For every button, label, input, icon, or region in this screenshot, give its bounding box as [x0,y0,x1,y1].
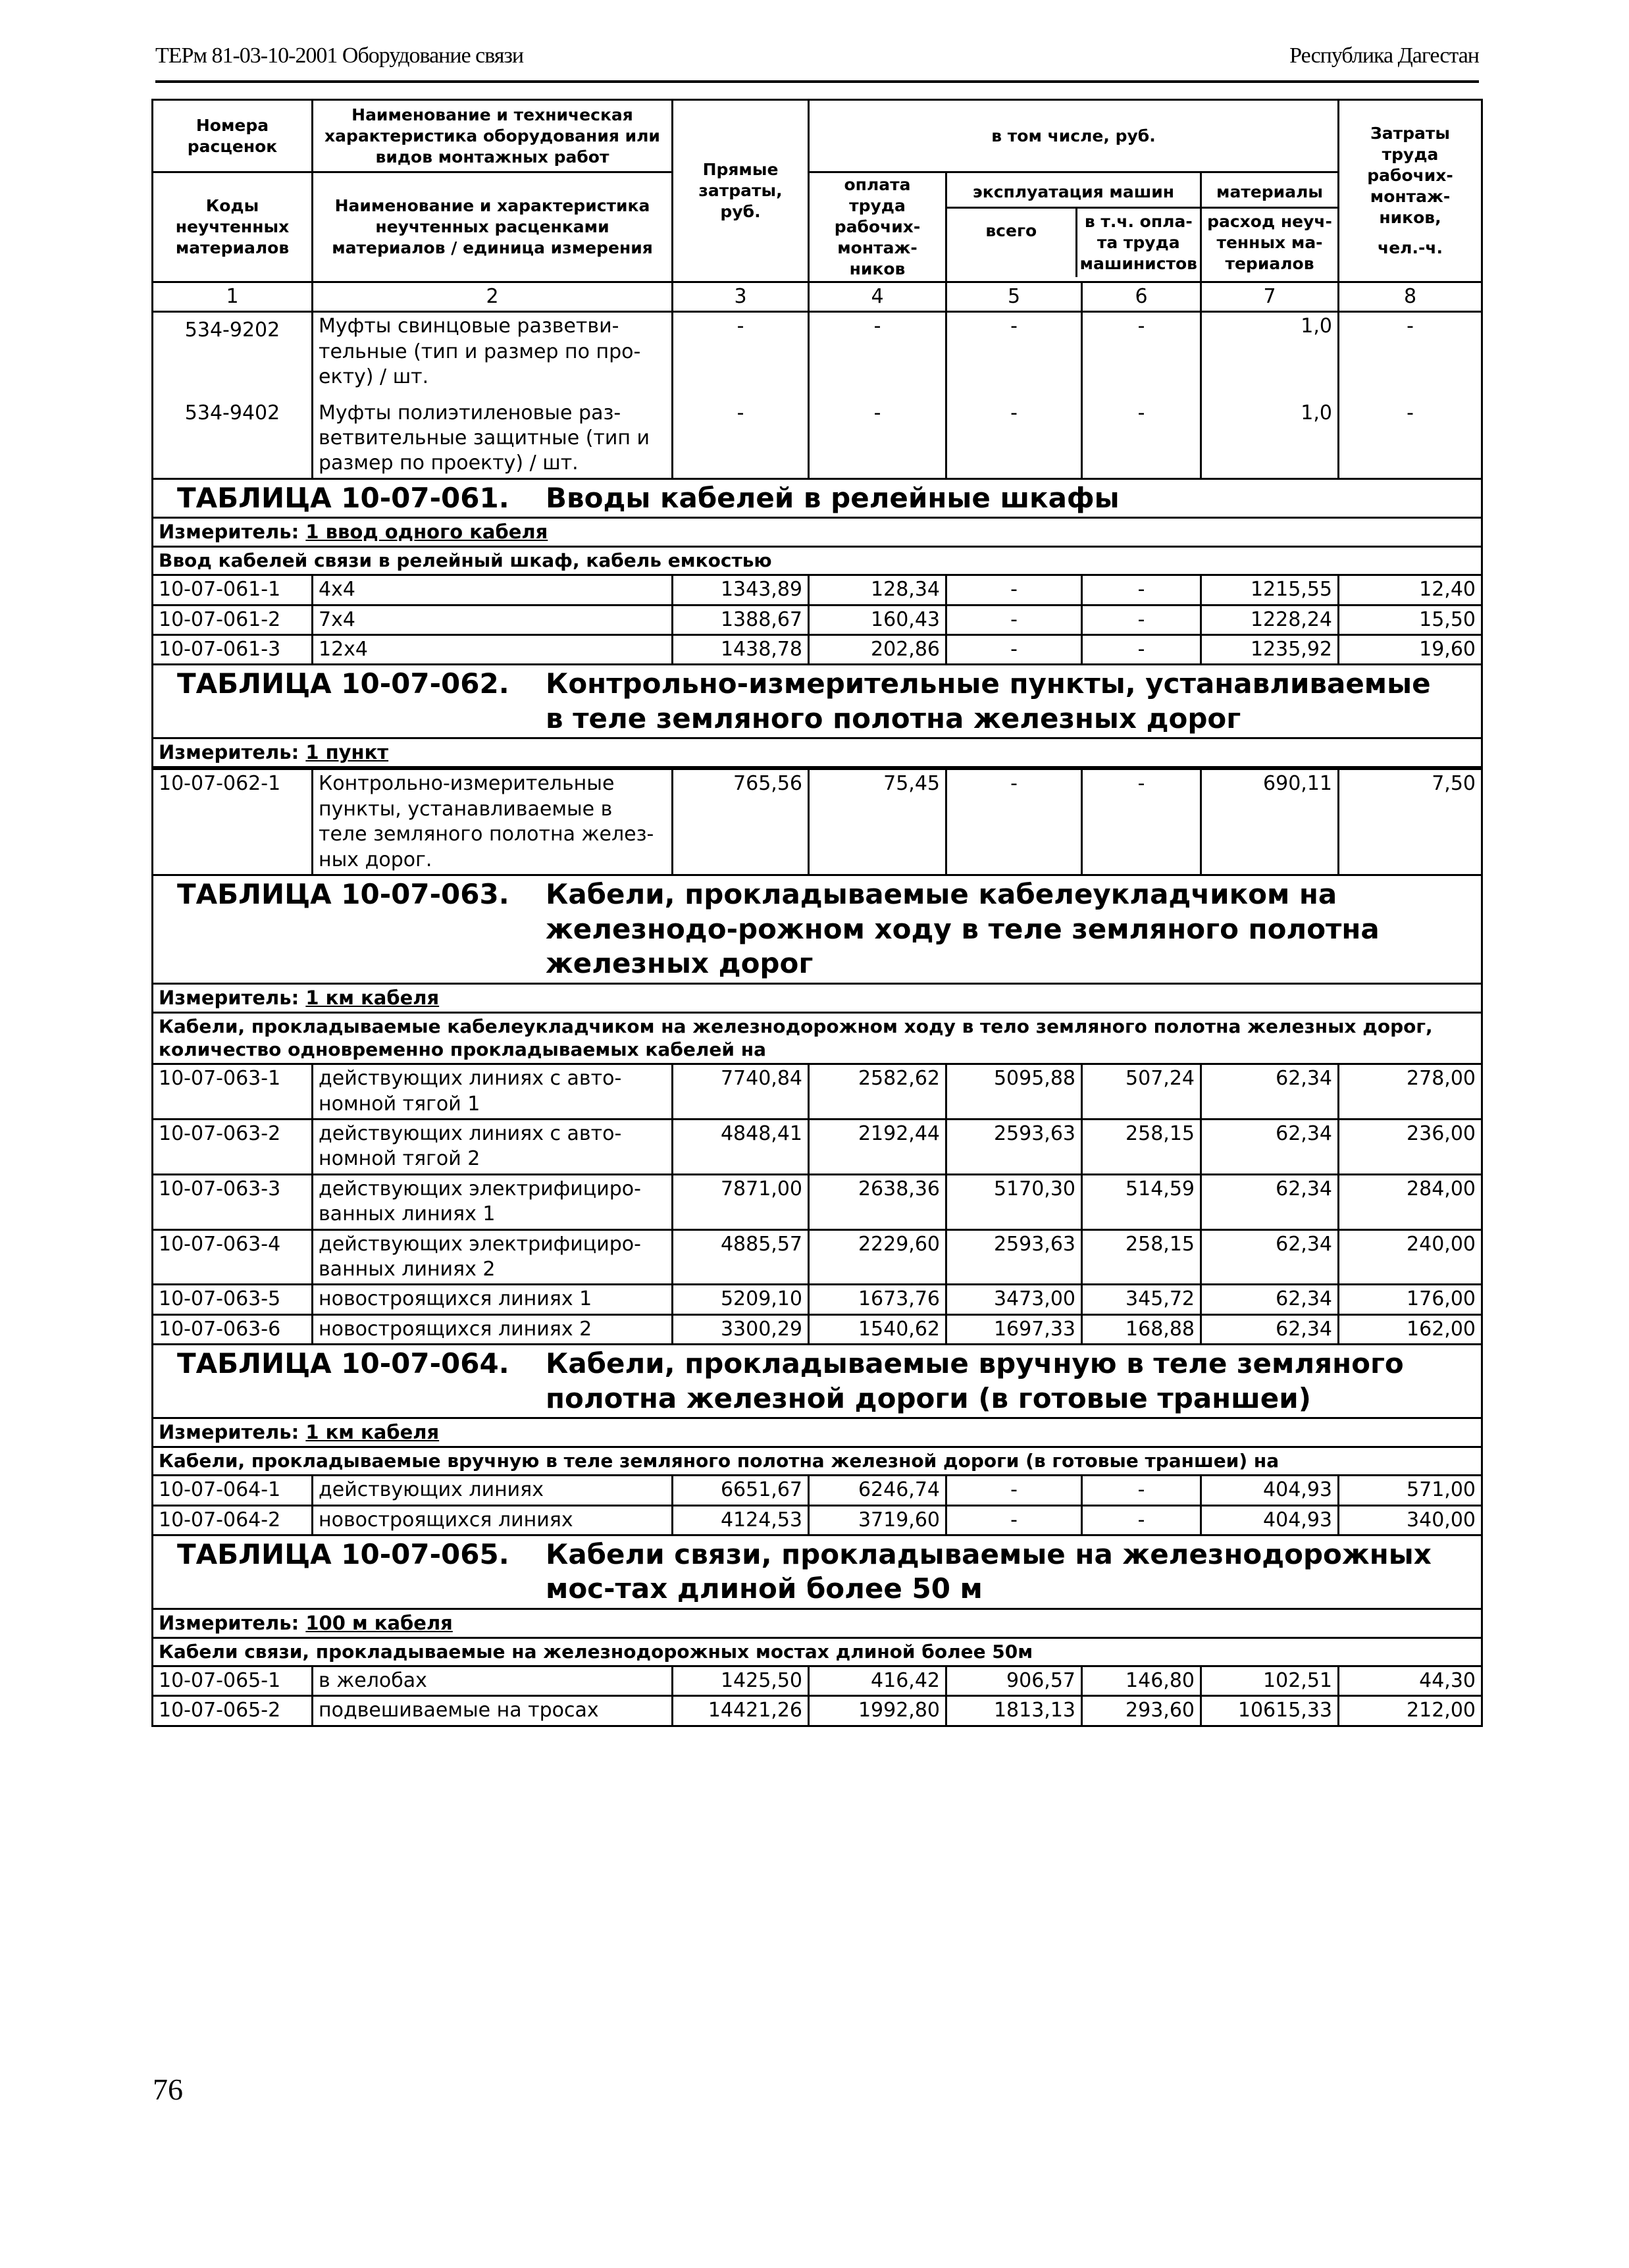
table-row [153,1174,1482,1229]
page-header [155,41,1479,83]
rate-name: действующих линиях с авто-номной тягой 2 [313,1120,673,1175]
page-number: 76 [153,2073,183,2106]
value-col-7: 62,34 [1201,1120,1339,1175]
group-heading-row [153,1447,1482,1476]
value-col-5: - [946,575,1082,605]
measure-cell [153,1418,1482,1447]
measure-row [153,738,1482,767]
value-col-4: 1992,80 [809,1696,946,1726]
group-heading: Кабели связи, прокладываемые на железнодорожных мостах длиной более 50м [153,1638,1482,1666]
rate-name: 12х4 [313,634,673,664]
rate-name: 7х4 [313,605,673,634]
value-col-7: 10615,33 [1201,1696,1339,1726]
rate-code: 10-07-063-6 [153,1314,313,1344]
table-heading: Кабели, прокладываемые вручную в теле земляного полотна железной дороги (в готовые траншеи) [546,1347,1404,1414]
table-title [159,1537,1476,1607]
column-number-1: 1 [153,282,313,312]
measure-row [153,518,1482,547]
column-number-7: 7 [1201,282,1339,312]
table-row [153,392,1482,479]
measure-label: Измеритель: [159,521,299,544]
table-row [153,1696,1482,1726]
value-col-5: 3473,00 [946,1285,1082,1314]
col-labor-header [1339,100,1482,282]
value-col-8: 571,00 [1339,1476,1482,1505]
col-labor-header-top: Затраты труда рабочих-монтаж-ников, [1367,124,1453,227]
group-heading-row [153,1012,1482,1064]
value-col-7: 690,11 [1201,769,1339,875]
measure-unit: 1 км кабеля [305,986,440,1009]
value-col-4: 416,42 [809,1666,946,1695]
value-col-7: 1215,55 [1201,575,1339,605]
value-col-5: - [946,1505,1082,1535]
value-col-6: 258,15 [1082,1120,1201,1175]
table-title-cell [153,875,1482,984]
value-col-5: 1697,33 [946,1314,1082,1344]
value-col-3: 14421,26 [673,1696,809,1726]
value-col-8: 212,00 [1339,1696,1482,1726]
value-col-7: 62,34 [1201,1285,1339,1314]
value-col-8: 240,00 [1339,1229,1482,1285]
column-number-6: 6 [1082,282,1201,312]
value-col-3: 765,56 [673,769,809,875]
value-col-3: 7740,84 [673,1064,809,1120]
rate-name: Муфты свинцовые разветви-тельные (тип и размер по про-екту) / шт. [313,312,673,392]
value-col-6: - [1082,392,1201,479]
table-number: ТАБЛИЦА 10-07-063. [177,878,509,911]
value-col-3: - [673,392,809,479]
rate-name: подвешиваемые на тросах [313,1696,673,1726]
measure-unit: 100 м кабеля [305,1611,453,1634]
measure-label: Измеритель: [159,1421,299,1444]
table-title [159,877,1476,981]
value-col-7: 102,51 [1201,1666,1339,1695]
value-col-4: 6246,74 [809,1476,946,1505]
table-number: ТАБЛИЦА 10-07-061. [177,481,509,514]
value-col-6: 168,88 [1082,1314,1201,1344]
value-col-3: 4885,57 [673,1229,809,1285]
value-col-5: 2593,63 [946,1229,1082,1285]
table-row [153,1120,1482,1175]
rate-code: 10-07-063-5 [153,1285,313,1314]
group-heading-row [153,547,1482,575]
column-number-8: 8 [1339,282,1482,312]
measure-row [153,1418,1482,1447]
value-col-4: 202,86 [809,634,946,664]
rates-table [151,99,1483,1727]
table-row [153,575,1482,605]
value-col-6: - [1082,605,1201,634]
rate-code: 10-07-061-3 [153,634,313,664]
value-col-6: - [1082,575,1201,605]
measure-unit: 1 ввод одного кабеля [305,521,548,544]
value-col-4: 2638,36 [809,1174,946,1229]
value-col-4: - [809,312,946,392]
value-col-3: 3300,29 [673,1314,809,1344]
value-col-5: 5095,88 [946,1064,1082,1120]
value-col-8: 176,00 [1339,1285,1482,1314]
col-machines-total: всего [947,209,1077,277]
value-col-7: 62,34 [1201,1314,1339,1344]
rate-code: 10-07-062-1 [153,769,313,875]
measure-cell [153,518,1482,547]
table-number: ТАБЛИЦА 10-07-062. [177,667,509,700]
value-col-6: - [1082,1476,1201,1505]
value-col-4: 2582,62 [809,1064,946,1120]
table-heading: Кабели связи, прокладываемые на железнодорожных мос-тах длиной более 50 м [546,1537,1432,1605]
value-col-8: 278,00 [1339,1064,1482,1120]
col-machines-header [946,172,1201,282]
table-heading: Кабели, прокладываемые кабелеукладчиком на железнодо-рожном ходу в теле земляного полотна железных дорог [546,878,1380,980]
value-col-8: 340,00 [1339,1505,1482,1535]
table-row [153,1285,1482,1314]
column-number-2: 2 [313,282,673,312]
value-col-6: - [1082,769,1201,875]
rate-name: новостроящихся линиях 1 [313,1285,673,1314]
value-col-8: 236,00 [1339,1120,1482,1175]
col-materials-consumption: расход неуч-тенных ма-териалов [1207,211,1332,273]
table-title [159,481,1476,516]
table-number: ТАБЛИЦА 10-07-065. [177,1537,509,1570]
value-col-7: 404,93 [1201,1505,1339,1535]
value-col-8: 162,00 [1339,1314,1482,1344]
rate-code: 10-07-064-2 [153,1505,313,1535]
value-col-8: 12,40 [1339,575,1482,605]
rate-name: 4х4 [313,575,673,605]
table-row [153,1505,1482,1535]
column-number-4: 4 [809,282,946,312]
value-col-4: 1540,62 [809,1314,946,1344]
header-region: Республика Дагестан [1289,43,1479,68]
measure-row [153,1609,1482,1637]
measure-label: Измеритель: [159,1611,299,1634]
value-col-8: 44,30 [1339,1666,1482,1695]
rate-code: 10-07-063-3 [153,1174,313,1229]
value-col-3: 4124,53 [673,1505,809,1535]
value-col-4: 128,34 [809,575,946,605]
rate-name: Контрольно-измерительные пункты, устанавливаемые в теле земляного полотна желез-ных дорог. [313,769,673,875]
table-heading: Вводы кабелей в релейные шкафы [546,481,1120,514]
value-col-6: 146,80 [1082,1666,1201,1695]
table-number: ТАБЛИЦА 10-07-064. [177,1347,509,1380]
value-col-5: 1813,13 [946,1696,1082,1726]
value-col-7: 62,34 [1201,1174,1339,1229]
table-title-cell [153,478,1482,518]
value-col-6: 514,59 [1082,1174,1201,1229]
table-title-cell [153,1535,1482,1609]
measure-row [153,983,1482,1012]
value-col-6: - [1082,312,1201,392]
value-col-3: - [673,312,809,392]
rate-name: новостроящихся линиях [313,1505,673,1535]
value-col-4: 1673,76 [809,1285,946,1314]
col-direct-costs-header: Прямые затраты, руб. [673,100,809,282]
col-machines-title: эксплуатация машин [947,178,1200,209]
col-material-code-header: Коды неучтенных материалов [153,172,313,282]
value-col-6: - [1082,634,1201,664]
value-col-7: 1,0 [1201,312,1339,392]
value-col-5: 5170,30 [946,1174,1082,1229]
value-col-7: 1228,24 [1201,605,1339,634]
col-wages-header: оплата труда рабочих-монтаж-ников [809,172,946,282]
rate-name: новостроящихся линиях 2 [313,1314,673,1344]
table-title [159,1347,1476,1416]
rate-code: 10-07-063-1 [153,1064,313,1120]
value-col-4: 160,43 [809,605,946,634]
value-col-7: 62,34 [1201,1229,1339,1285]
value-col-6: 507,24 [1082,1064,1201,1120]
measure-label: Измеритель: [159,986,299,1009]
table-title-row [153,1345,1482,1418]
table-title-cell [153,1345,1482,1418]
rate-code: 10-07-065-2 [153,1696,313,1726]
rate-code: 10-07-061-1 [153,575,313,605]
col-machines-operators: в т.ч. опла-та труда машинистов [1079,211,1197,273]
rate-code: 10-07-063-4 [153,1229,313,1285]
group-heading-row [153,1638,1482,1666]
rate-code: 10-07-063-2 [153,1120,313,1175]
measure-unit: 1 км кабеля [305,1421,440,1444]
value-col-5: 2593,63 [946,1120,1082,1175]
table-title-row [153,665,1482,738]
col-materials-title: материалы [1202,178,1337,209]
table-row [153,1229,1482,1285]
value-col-5: - [946,1476,1082,1505]
col-work-name-header: Наименование и техническая характеристика оборудования или видов монтажных работ [313,100,673,172]
value-col-5: 906,57 [946,1666,1082,1695]
table-row [153,769,1482,875]
value-col-8: 7,50 [1339,769,1482,875]
table-row [153,312,1482,392]
col-materials-header [1201,172,1339,282]
header-document-code: ТЕРм 81-03-10-2001 Оборудование связи [155,43,524,68]
table-row [153,1666,1482,1695]
col-labor-header-unit: чел.-ч. [1378,238,1443,257]
table-title-row [153,875,1482,984]
column-numbers-row [153,282,1482,312]
table-title [159,667,1476,736]
value-col-4: 2229,60 [809,1229,946,1285]
measure-cell [153,738,1482,767]
rate-code: 10-07-064-1 [153,1476,313,1505]
col-material-name-header: Наименование и характеристика неучтенных расценками материалов / единица измерения [313,172,673,282]
rate-code: 534-9402 [153,392,313,479]
table-heading: Контрольно-измерительные пункты, устанавливаемые в теле земляного полотна железных дорог [546,667,1431,735]
measure-cell [153,983,1482,1012]
value-col-5: - [946,769,1082,875]
table-row [153,1314,1482,1344]
rate-name: действующих линиях [313,1476,673,1505]
value-col-3: 6651,67 [673,1476,809,1505]
value-col-6: - [1082,1505,1201,1535]
value-col-3: 7871,00 [673,1174,809,1229]
value-col-7: 1235,92 [1201,634,1339,664]
rate-name: в желобах [313,1666,673,1695]
value-col-8: - [1339,312,1482,392]
value-col-4: - [809,392,946,479]
value-col-3: 1425,50 [673,1666,809,1695]
group-heading: Ввод кабелей связи в релейный шкаф, кабель емкостью [153,547,1482,575]
value-col-7: 404,93 [1201,1476,1339,1505]
value-col-5: - [946,634,1082,664]
value-col-3: 1438,78 [673,634,809,664]
table-row [153,1064,1482,1120]
rate-code: 534-9202 [153,312,313,392]
value-col-5: - [946,392,1082,479]
group-heading: Кабели, прокладываемые вручную в теле земляного полотна железной дороги (в готовые траншеи) на [153,1447,1482,1476]
group-heading: Кабели, прокладываемые кабелеукладчиком на железнодорожном ходу в тело земляного полотна железных дорог, количество одновременно прокладываемых кабелей на [153,1012,1482,1064]
value-col-3: 4848,41 [673,1120,809,1175]
value-col-7: 62,34 [1201,1064,1339,1120]
col-rate-number-header: Номера расценок [153,100,313,172]
col-including-header: в том числе, руб. [809,100,1339,172]
rate-name: действующих линиях с авто-номной тягой 1 [313,1064,673,1120]
value-col-4: 3719,60 [809,1505,946,1535]
column-number-5: 5 [946,282,1082,312]
rate-name: Муфты полиэтиленовые раз-ветвительные защитные (тип и размер по проекту) / шт. [313,392,673,479]
table-title-row [153,1535,1482,1609]
value-col-4: 2192,44 [809,1120,946,1175]
value-col-8: 19,60 [1339,634,1482,664]
value-col-8: 284,00 [1339,1174,1482,1229]
table-row [153,1476,1482,1505]
value-col-3: 1343,89 [673,575,809,605]
value-col-8: - [1339,392,1482,479]
rate-name: действующих электрифициро-ванных линиях 2 [313,1229,673,1285]
value-col-5: - [946,312,1082,392]
value-col-5: - [946,605,1082,634]
measure-unit: 1 пункт [305,741,389,764]
table-row [153,634,1482,664]
value-col-8: 15,50 [1339,605,1482,634]
rate-code: 10-07-061-2 [153,605,313,634]
rate-name: действующих электрифициро-ванных линиях 1 [313,1174,673,1229]
measure-cell [153,1609,1482,1637]
value-col-6: 345,72 [1082,1285,1201,1314]
table-title-row [153,478,1482,518]
table-title-cell [153,665,1482,738]
rate-code: 10-07-065-1 [153,1666,313,1695]
measure-label: Измеритель: [159,741,299,764]
value-col-3: 1388,67 [673,605,809,634]
value-col-6: 258,15 [1082,1229,1201,1285]
value-col-4: 75,45 [809,769,946,875]
value-col-3: 5209,10 [673,1285,809,1314]
value-col-7: 1,0 [1201,392,1339,479]
column-number-3: 3 [673,282,809,312]
value-col-6: 293,60 [1082,1696,1201,1726]
table-row [153,605,1482,634]
